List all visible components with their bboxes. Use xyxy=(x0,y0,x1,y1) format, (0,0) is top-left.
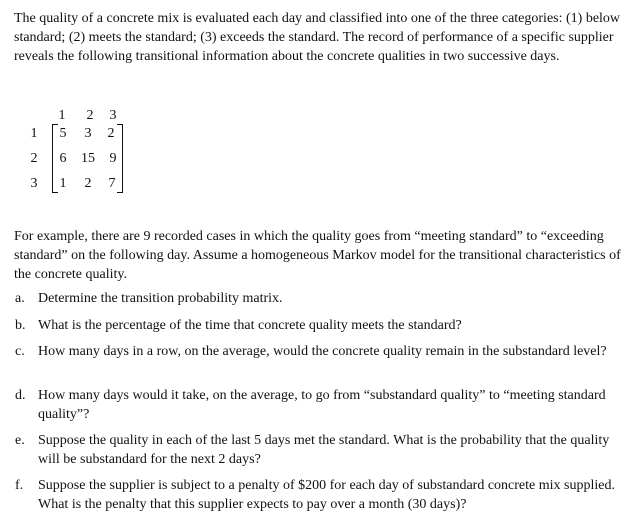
matrix-cell: 2 xyxy=(84,176,92,191)
matrix-cell: 1 xyxy=(59,176,67,191)
matrix-cell: 6 xyxy=(59,151,67,166)
matrix-row-header: 3 xyxy=(30,176,38,191)
transition-count-matrix xyxy=(0,0,643,200)
question-text: How many days would it take, on the average, to go from “substandard quality” to “meeting standard quality”? xyxy=(38,388,606,423)
question-letter: f. xyxy=(15,478,24,493)
matrix-col-header: 3 xyxy=(109,108,117,123)
matrix-cell: 9 xyxy=(109,151,117,166)
matrix-cell: 7 xyxy=(108,176,116,191)
matrix-col-header: 2 xyxy=(86,108,94,123)
problem-intro: The quality of a concrete mix is evaluated each day and classified into one of the three categories: (1) below standard; (2) meets the standard; (3) exceeds the standard. The record of performance of a specific supplier reveals the following transitional information about the concrete qualities in two successive days. xyxy=(14,11,621,65)
question-text: Determine the transition probability matrix. xyxy=(38,291,283,306)
example-paragraph: For example, there are 9 recorded cases in which the quality goes from “meeting standard” to “exceeding standard” on the following day. Assume a homogeneous Markov model for the transitional characteristics of the concrete quality. xyxy=(14,229,621,283)
matrix-cell: 5 xyxy=(59,126,67,141)
matrix-cell: 15 xyxy=(81,151,95,166)
question-letter: b. xyxy=(15,318,26,333)
matrix-row-header: 2 xyxy=(30,151,38,166)
matrix-row-header: 1 xyxy=(30,126,38,141)
matrix-cell: 3 xyxy=(84,126,92,141)
matrix-cell: 2 xyxy=(107,126,115,141)
question-text: Suppose the supplier is subject to a penalty of $200 for each day of substandard concrete mix supplied. What is the penalty that this supplier expects to pay over a month (30 days)? xyxy=(38,478,615,513)
question-text: Suppose the quality in each of the last 5 days met the standard. What is the probability that the quality will be substandard for the next 2 days? xyxy=(38,433,610,468)
question-text: What is the percentage of the time that concrete quality meets the standard? xyxy=(38,318,462,333)
question-letter: e. xyxy=(15,433,25,448)
question-letter: d. xyxy=(15,388,26,403)
matrix-col-header: 1 xyxy=(58,108,66,123)
question-letter: a. xyxy=(15,291,25,306)
question-letter: c. xyxy=(15,344,25,359)
question-text: How many days in a row, on the average, would the concrete quality remain in the substandard level? xyxy=(38,344,607,359)
